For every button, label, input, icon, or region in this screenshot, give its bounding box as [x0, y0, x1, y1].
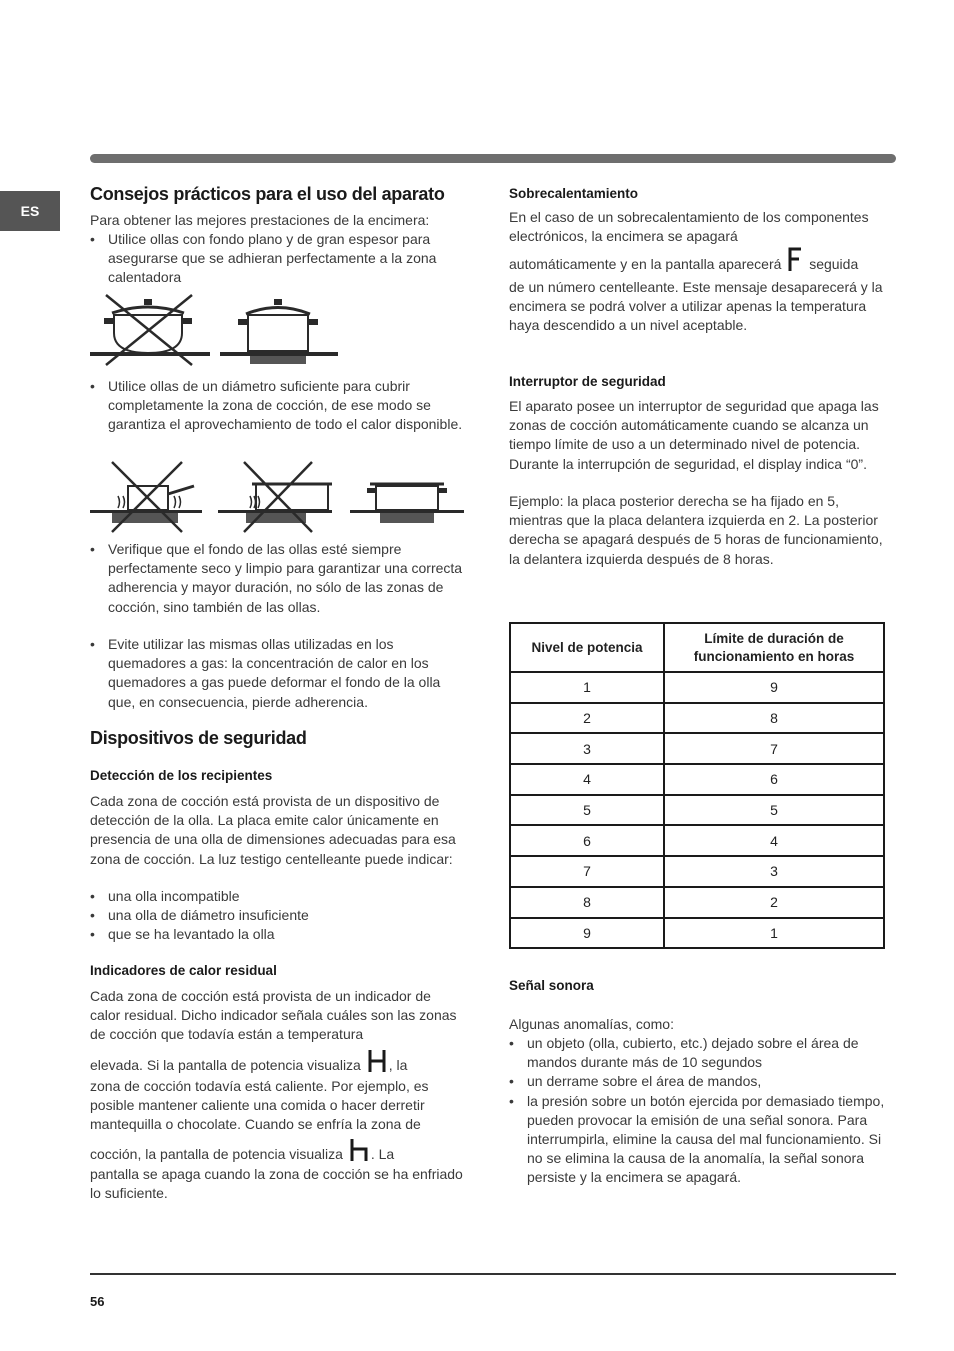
list-item: • Verifique que el fondo de las ollas esté siempre perfectamente seco y limpio para garantizar una correcta adherencia y mayor duración, no sólo de las zonas de cocción, sino también de las ollas.	[90, 540, 465, 617]
sound-intro: Algunas anomalías, como:	[509, 1016, 674, 1032]
list-item: • la presión sobre un botón ejercida por demasiado tiempo, pueden provocar la emisión de una señal sonora. Para interrumpirla, elimine la causa del mal funcionamiento. Si no se elimina la causa de la anomalía, la señal sonora persiste y la encimera se apagará.	[509, 1092, 887, 1188]
tips-list-3	[90, 540, 465, 617]
sound-list	[509, 1034, 887, 1188]
tips-list-2	[90, 377, 465, 435]
table-row: 5 5	[510, 795, 884, 826]
switch-heading: Interruptor de seguridad	[509, 374, 666, 389]
sound-heading: Señal sonora	[509, 978, 594, 993]
pot-flat-bottom-illustration	[90, 293, 350, 368]
power-limit-table	[509, 622, 885, 949]
language-tab: ES	[0, 191, 60, 231]
tips-intro: Para obtener las mejores prestaciones de la encimera:	[90, 212, 430, 228]
residual-text-2: elevada. Si la pantalla de potencia visualiza , la	[90, 1048, 465, 1075]
table-row: 8 2	[510, 887, 884, 918]
table-row: 2 8	[510, 703, 884, 734]
column-header-duration-limit: Límite de duración de funcionamiento en horas	[664, 623, 884, 672]
good-pot-icon	[220, 299, 338, 364]
detection-list	[90, 887, 465, 945]
list-item: • una olla incompatible	[90, 887, 465, 906]
residual-heading: Indicadores de calor residual	[90, 963, 277, 978]
list-item: • un derrame sobre el área de mandos,	[509, 1072, 887, 1091]
pot-diameter-illustration	[90, 460, 470, 535]
section-title-safety: Dispositivos de seguridad	[90, 728, 307, 748]
list-item: • Evite utilizar las mismas ollas utilizadas en los quemadores a gas: la concentración de calor en los quemadores a gas puede deformar el fondo de la olla que, en consecuencia, pierde adherencia.	[90, 635, 465, 712]
display-F-icon	[787, 247, 803, 273]
overheat-text-1: En el caso de un sobrecalentamiento de los componentes electrónicos, la encimera se apagará	[509, 209, 869, 245]
table-row: 1 9	[510, 672, 884, 703]
list-item: • Utilice ollas de un diámetro suficiente para cubrir completamente la zona de cocción, de ese modo se garantiza el aprovechamiento de todo el calor disponible.	[90, 377, 465, 435]
top-rule	[90, 154, 896, 163]
tips-list-4	[90, 635, 465, 712]
table-header-row	[510, 623, 884, 672]
section-title-tips: Consejos prácticos para el uso del aparato	[90, 184, 445, 204]
offcenter-pot-icon	[218, 462, 332, 532]
small-pot-icon	[90, 462, 202, 532]
display-H-icon	[367, 1048, 387, 1074]
detection-text: Cada zona de cocción está provista de un dispositivo de detección de la olla. La placa emite calor únicamente en presencia de una olla de dimensiones adecuadas para esa zona de cocción. La luz testigo centelleante puede indicar:	[90, 793, 456, 867]
table-row: 7 3	[510, 856, 884, 887]
residual-text-3: zona de cocción todavía está caliente. Por ejemplo, es posible mantener caliente una comida o hacer derretir mantequilla o chocolate. Cuando se enfría la zona de	[90, 1078, 429, 1133]
display-h-icon	[349, 1137, 369, 1163]
table-row: 9 1	[510, 918, 884, 949]
list-item: • que se ha levantado la olla	[90, 925, 465, 944]
tips-list-1	[90, 230, 465, 288]
switch-text: El aparato posee un interruptor de seguridad que apaga las zonas de cocción automáticamente cuando se alcanza un tiempo límite de uso a un determinado nivel de potencia. Durante la interrupción de seguridad, el display indica “0”.	[509, 398, 879, 472]
table-row: 6 4	[510, 825, 884, 856]
correct-pot-icon	[350, 484, 464, 523]
overheat-text-3: de un número centelleante. Este mensaje desaparecerá y la encimera se podrá volver a utilizar apenas la temperatura haya descendido a un nivel aceptable.	[509, 279, 883, 334]
residual-text-5: pantalla se apaga cuando la zona de cocción se ha enfriado lo suficiente.	[90, 1166, 463, 1202]
overheat-heading: Sobrecalentamiento	[509, 186, 639, 201]
list-item: • un objeto (olla, cubierto, etc.) dejado sobre el área de mandos durante más de 10 segundos	[509, 1034, 887, 1072]
switch-example: Ejemplo: la placa posterior derecha se ha fijado en 5, mientras que la placa delantera izquierda en 2. La posterior derecha se apagará después de 5 horas de funcionamiento, la delantera izquierda después de 8 horas.	[509, 493, 883, 567]
bad-pot-icon	[90, 295, 210, 365]
list-item: • Utilice ollas con fondo plano y de gran espesor para asegurarse que se adhieran perfectamente a la zona calentadora	[90, 230, 465, 288]
residual-text-1: Cada zona de cocción está provista de un indicador de calor residual. Dicho indicador señala cuáles son las zonas de cocción que todavía están a temperatura	[90, 988, 457, 1043]
table-row: 3 7	[510, 733, 884, 764]
table-row: 4 6	[510, 764, 884, 795]
list-item: • una olla de diámetro insuficiente	[90, 906, 465, 925]
page-number: 56	[90, 1294, 105, 1309]
column-header-power-level: Nivel de potencia	[510, 623, 664, 672]
overheat-text-2: automáticamente y en la pantalla aparecerá seguida	[509, 247, 887, 274]
footer-rule	[90, 1273, 896, 1275]
detection-heading: Detección de los recipientes	[90, 768, 273, 783]
residual-text-4: cocción, la pantalla de potencia visualiza . La	[90, 1137, 465, 1164]
